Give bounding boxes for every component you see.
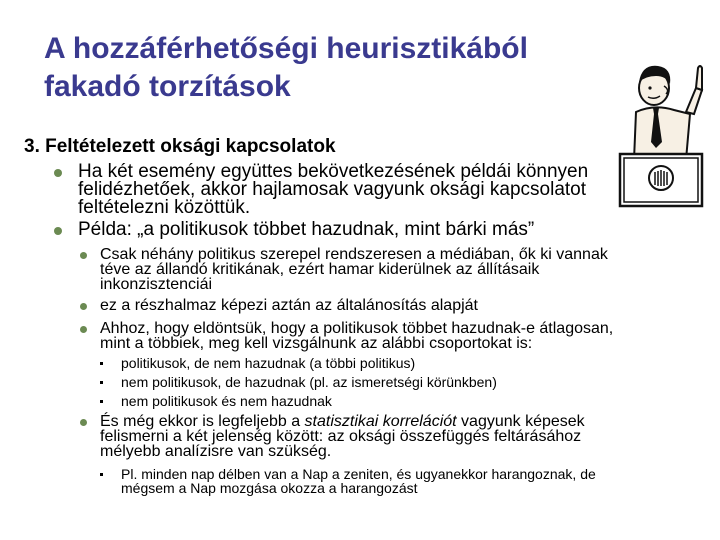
- section-heading: 3. Feltételezett oksági kapcsolatok: [24, 136, 336, 157]
- bullet-icon: [100, 381, 103, 384]
- bullet-text: Ha két esemény együttes bekövetkezésének példái könnyen: [78, 161, 589, 182]
- bullet-icon: [54, 169, 62, 177]
- man-at-podium-clipart: [612, 50, 712, 210]
- bullet-icon: [80, 303, 87, 310]
- slide-title: [44, 30, 624, 106]
- bullet-text: téve az állandó kritikának, ezért hamar kiderülnek az állításaik: [100, 261, 540, 278]
- bullet-text: mélyebb analízisre van szükség.: [100, 443, 332, 460]
- bullet-text: mint a többiek, meg kell vizsgálnunk az alábbi csoportokat is:: [100, 335, 533, 352]
- bullet-text: Pl. minden nap délben van a Nap a zeniten, és ugyanekkor harangoznak, de: [121, 466, 596, 482]
- bullet-text: mégsem a Nap mozgása okozza a harangozást: [121, 480, 418, 496]
- bullet-text: feltételezni közöttük.: [78, 197, 251, 218]
- bullet-text: És még ekkor is legfeljebb a statisztikai korrelációt vagyunk képesek: [100, 413, 585, 430]
- bullet-text: Példa: „a politikusok többet hazudnak, mint bárki más”: [78, 219, 535, 240]
- bullet-icon: [100, 400, 103, 403]
- bullet-text: Ahhoz, hogy eldöntsük, hogy a politikusok többet hazudnak-e átlagosan,: [100, 320, 614, 337]
- bullet-text: nem politikusok és nem hazudnak: [121, 393, 332, 409]
- bullet-icon: [80, 419, 87, 426]
- bullet-icon: [100, 473, 103, 476]
- bullet-text: Csak néhány politikus szerepel rendszeresen a médiában, ők ki vannak: [100, 246, 608, 263]
- bullet-text: ez a részhalmaz képezi aztán az általánosítás alapját: [100, 297, 478, 314]
- title-line: A hozzáférhetőségi heurisztikából: [44, 32, 528, 65]
- bullet-icon: [54, 227, 62, 235]
- title-line: fakadó torzítások: [44, 70, 291, 103]
- bullet-icon: [100, 362, 103, 365]
- bullet-text: inkonzisztenciái: [100, 276, 213, 293]
- bullet-icon: [80, 326, 87, 333]
- bullet-text: politikusok, de nem hazudnak (a többi politikus): [121, 355, 416, 371]
- bullet-text: nem politikusok, de hazudnak (pl. az ismeretségi körünkben): [121, 374, 497, 390]
- bullet-text: felismerni a két jelenség között: az oksági összefüggés feltárásához: [100, 428, 582, 445]
- emphasis-text: statisztikai korrelációt: [304, 413, 457, 430]
- bullet-text: felidézhetőek, akkor hajlamosak vagyunk oksági kapcsolatot: [78, 179, 587, 200]
- bullet-icon: [80, 252, 87, 259]
